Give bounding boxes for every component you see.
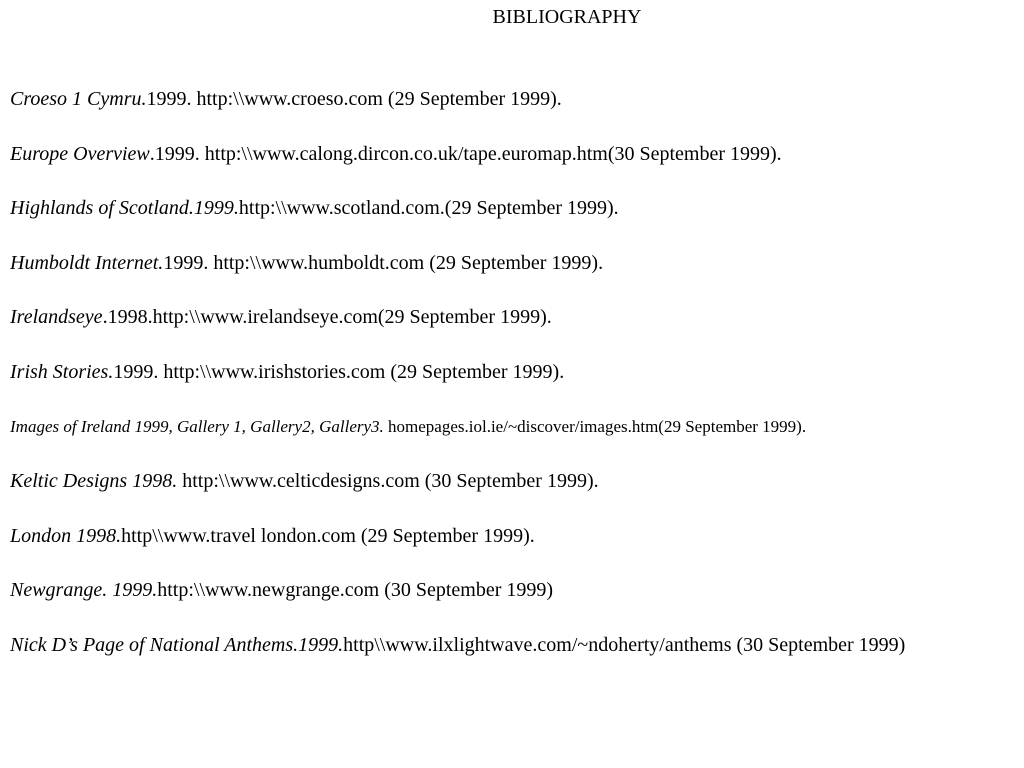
entry-title: Keltic Designs 1998.	[10, 470, 178, 493]
entry-title: Irelandseye	[10, 306, 103, 329]
entry-details: 1999. http:\\www.irishstories.com (29 September 1999).	[113, 360, 565, 383]
entry-title: Croeso 1 Cymru.	[10, 88, 147, 110]
entry-title: Newgrange. 1999.	[10, 579, 158, 602]
entry-title: Nick D’s Page of National Anthems.1999.	[10, 633, 344, 656]
entry-details: http\\www.ilxlightwave.com/~ndoherty/anthems (30 September 1999)	[343, 633, 906, 656]
entry-title: Humboldt Internet.	[10, 251, 164, 274]
bibliography-entry-images-of-ireland	[10, 415, 1024, 439]
entry-title: Highlands of Scotland.1999.	[10, 197, 239, 220]
bibliography-entry-national-anthems	[10, 633, 1024, 657]
bibliography-entry-europe-overview	[10, 142, 1024, 166]
bibliography-list	[10, 87, 1024, 688]
entry-details: 1999. http:\\www.croeso.com (29 September 1999).	[146, 88, 562, 110]
bibliography-entry-humboldt	[10, 251, 1024, 275]
page-title: BIBLIOGRAPHY	[492, 6, 642, 28]
entry-title: Images of Ireland 1999, Gallery 1, Gallery2, Gallery3.	[10, 416, 384, 436]
entry-details: http:\\www.celticdesigns.com (30 September 1999).	[177, 470, 599, 493]
bibliography-entry-keltic-designs	[10, 469, 1024, 493]
bibliography-entry-irish-stories	[10, 360, 1024, 384]
entry-details: 1999. http:\\www.humboldt.com (29 September 1999).	[163, 251, 604, 274]
bibliography-entry-newgrange	[10, 578, 1024, 602]
entry-details: .1999. http:\\www.calong.dircon.co.uk/tape.euromap.htm(30 September 1999).	[149, 142, 782, 165]
bibliography-entry-highlands	[10, 196, 1024, 220]
entry-title: Europe Overview	[10, 142, 150, 165]
entry-details: homepages.iol.ie/~discover/images.htm(29 September 1999).	[383, 416, 807, 436]
bibliography-entry-london	[10, 524, 1024, 548]
entry-title: London 1998.	[10, 524, 122, 547]
entry-details: http\\www.travel london.com (29 September 1999).	[121, 524, 535, 547]
entry-details: http:\\www.newgrange.com (30 September 1999)	[157, 579, 554, 602]
entry-details: .1998.http:\\www.irelandseye.com(29 September 1999).	[102, 306, 552, 329]
entry-title: Irish Stories.	[10, 360, 114, 383]
entry-details: http:\\www.scotland.com.(29 September 1999).	[238, 197, 619, 220]
bibliography-entry-croeso	[10, 87, 1024, 111]
bibliography-entry-irelandseye	[10, 305, 1024, 329]
